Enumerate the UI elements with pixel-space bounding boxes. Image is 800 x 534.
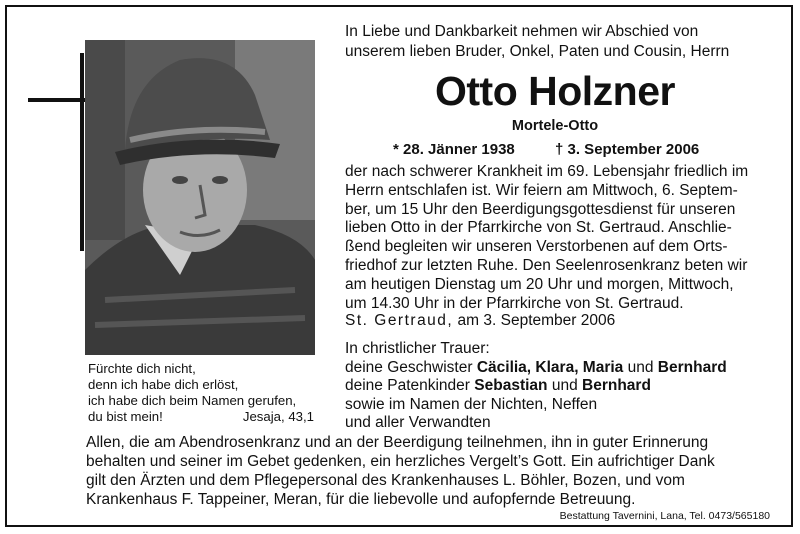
bible-quote <box>88 361 318 425</box>
quote-reference: Jesaja, 43,1 <box>242 409 314 424</box>
funeral-home-footer: Bestattung Tavernini, Lana, Tel. 0473/565180 <box>559 510 770 522</box>
date: am 3. September 2006 <box>457 312 616 329</box>
godchild-1: Sebastian <box>474 377 548 395</box>
closing-line: behalten und seiner im Gebet gedenken, ein herzliches Vergelt’s Gott. Ein aufrichtiger Dank <box>86 453 715 470</box>
quote-line: denn ich habe dich erlöst, <box>88 377 239 392</box>
intro-text <box>345 22 770 62</box>
body-line: am heutigen Dienstag um 20 Uhr und morgen, Mittwoch, <box>345 275 734 293</box>
godchildren-line <box>345 377 770 396</box>
and-word: und <box>551 377 578 395</box>
body-line: ßend begleiten wir unseren Verstorbenen auf dem Orts- <box>345 238 728 256</box>
sibling-last: Bernhard <box>657 358 727 376</box>
intro-line: In Liebe und Dankbarkeit nehmen wir Abschied von <box>345 23 699 40</box>
body-line: Herrn entschlafen ist. Wir feiern am Mittwoch, 6. Septem- <box>345 181 738 199</box>
siblings-prefix: deine Geschwister <box>345 358 473 376</box>
body-line: lieben Otto in der Pfarrkirche von St. Gertraud. Anschlie- <box>345 219 732 237</box>
portrait-photo <box>85 40 315 355</box>
birth-date: * 28. Jänner 1938 <box>393 141 515 158</box>
mourners-heading: In christlicher Trauer: <box>345 340 490 357</box>
body-line: um 14.30 Uhr in der Pfarrkirche von St. Gertraud. <box>345 294 684 312</box>
nieces-line: sowie im Namen der Nichten, Neffen <box>345 395 598 413</box>
body-line: der nach schwerer Krankheit im 69. Lebensjahr friedlich im <box>345 163 749 180</box>
death-date: † 3. September 2006 <box>555 141 700 158</box>
siblings-line <box>345 359 770 378</box>
intro-line: unserem lieben Bruder, Onkel, Paten und Cousin, Herrn <box>345 43 730 60</box>
and-word: und <box>627 358 654 376</box>
closing-line: Krankenhaus F. Tappeiner, Meran, für die liebevolle und aufopfernde Betreuung. <box>86 491 636 508</box>
deceased-nickname: Mortele-Otto <box>511 118 599 134</box>
place: St. Gertraud, <box>345 312 454 329</box>
closing-text <box>86 433 776 509</box>
body-line: ber, um 15 Uhr den Beerdigungsgottesdienst für unseren <box>345 200 736 218</box>
closing-line: Allen, die am Abendrosenkranz und an der Beerdigung teilnehmen, ihn in guter Erinnerung <box>86 434 709 451</box>
mourners-block <box>345 340 770 433</box>
portrait-illustration <box>85 40 315 355</box>
godchildren-prefix: deine Patenkinder <box>345 377 470 395</box>
deceased-name: Otto Holzner <box>435 68 675 114</box>
siblings-names: Cäcilia, Klara, Maria <box>476 358 624 376</box>
obituary-body <box>345 163 770 313</box>
body-line: friedhof zur letzten Ruhe. Den Seelenrosenkranz beten wir <box>345 256 748 274</box>
quote-line: ich habe dich beim Namen gerufen, <box>88 393 297 408</box>
relatives-line: und aller Verwandten <box>345 414 491 432</box>
quote-line: Fürchte dich nicht, <box>88 361 196 376</box>
quote-line: du bist mein! <box>88 409 163 424</box>
closing-line: gilt den Ärzten und dem Pflegepersonal des Krankenhauses L. Böhler, Bozen, und vom <box>86 472 685 489</box>
godchild-2: Bernhard <box>582 377 651 395</box>
place-date <box>345 312 615 330</box>
cross-icon <box>80 53 84 251</box>
